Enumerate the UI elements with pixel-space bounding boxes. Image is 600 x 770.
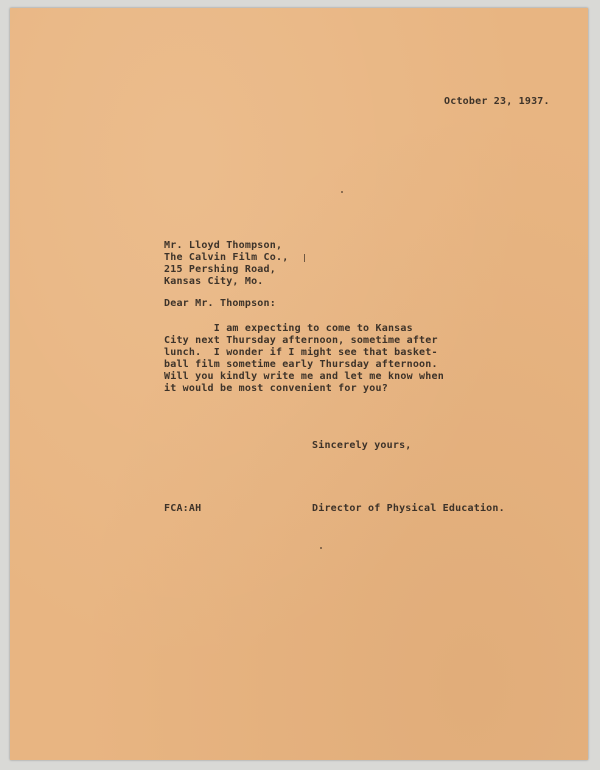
body-line: Will you kindly write me and let me know when bbox=[164, 371, 444, 382]
typist-initials: FCA:AH bbox=[164, 503, 202, 514]
letter-sheet bbox=[10, 8, 588, 760]
address-line: Kansas City, Mo. bbox=[164, 276, 264, 287]
paper-speck bbox=[341, 191, 343, 193]
body-line: City next Thursday afternoon, sometime after bbox=[164, 335, 438, 346]
signer-title: Director of Physical Education. bbox=[312, 503, 505, 514]
address-line: 215 Pershing Road, bbox=[164, 264, 276, 275]
salutation: Dear Mr. Thompson: bbox=[164, 298, 276, 309]
body-line: I am expecting to come to Kansas bbox=[164, 323, 413, 334]
paper-speck bbox=[304, 254, 305, 262]
address-line: Mr. Lloyd Thompson, bbox=[164, 240, 283, 251]
address-line: The Calvin Film Co., bbox=[164, 252, 289, 263]
letter-body bbox=[164, 323, 444, 395]
paper-speck bbox=[320, 547, 322, 549]
body-line: it would be most convenient for you? bbox=[164, 383, 388, 394]
letter-date: October 23, 1937. bbox=[444, 96, 550, 107]
body-line: lunch. I wonder if I might see that basket- bbox=[164, 347, 438, 358]
closing: Sincerely yours, bbox=[312, 440, 412, 451]
recipient-address bbox=[164, 240, 288, 288]
body-line: ball film sometime early Thursday afternoon. bbox=[164, 359, 438, 370]
